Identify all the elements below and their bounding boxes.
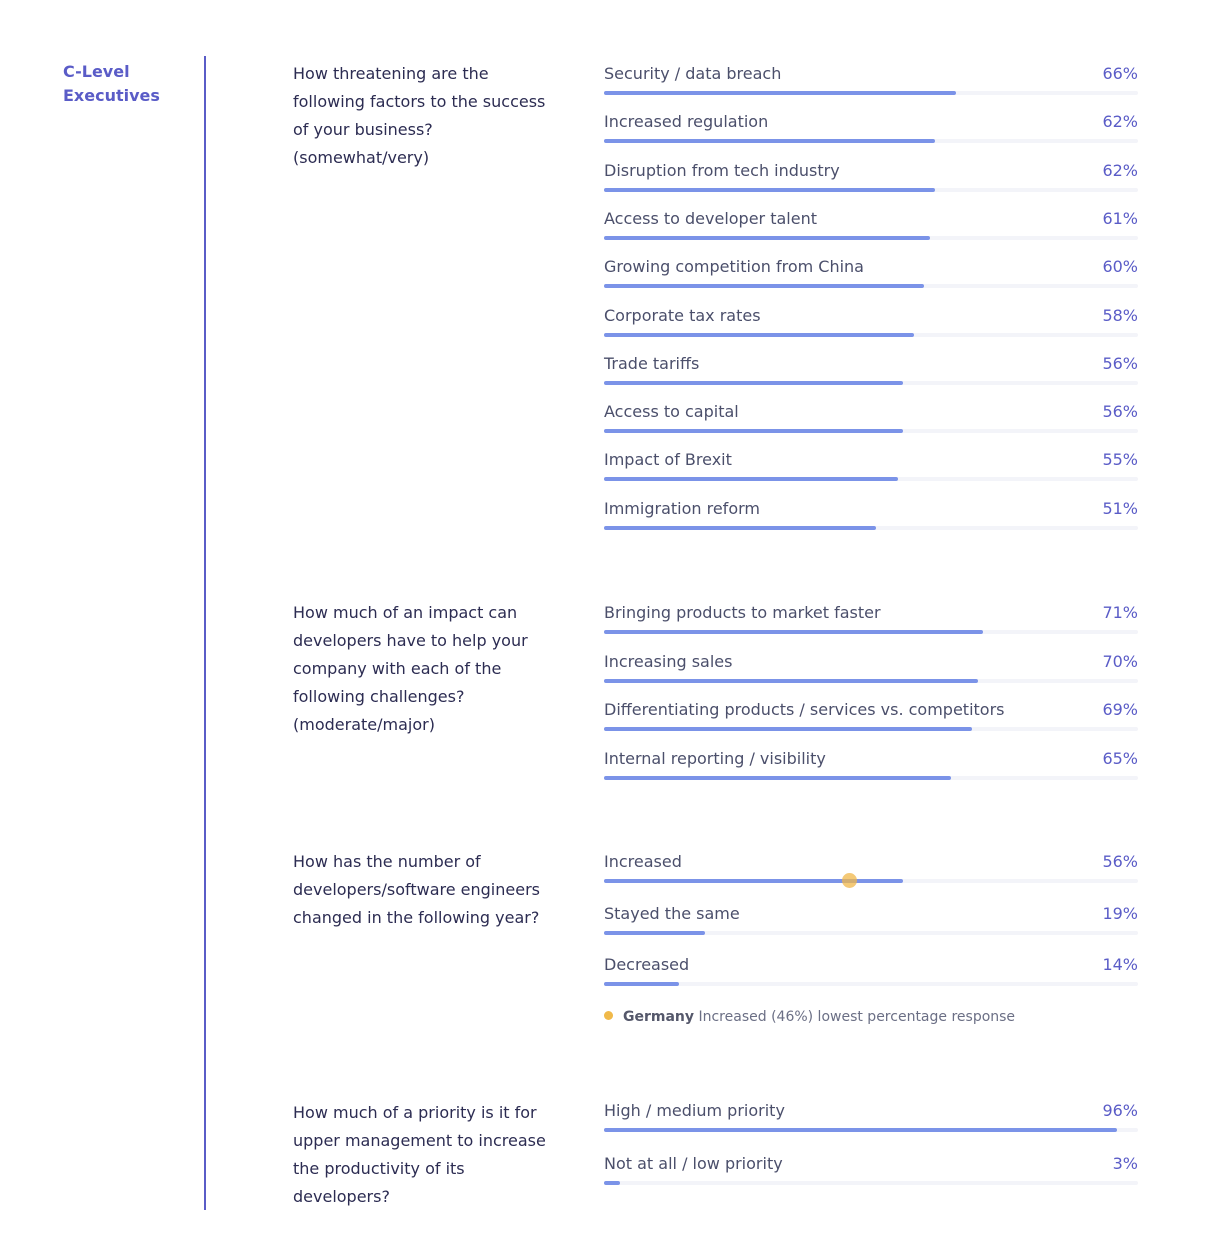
bar-track: [604, 526, 1138, 530]
bar-value-label: 51%: [1102, 498, 1138, 518]
bar-label: Access to capital: [604, 402, 739, 422]
question-2: How much of an impact can developers have to help your company with each of the following challenges? (moderate/major): [293, 603, 528, 734]
bar-track: [604, 630, 1138, 634]
bar-value-label: 58%: [1102, 305, 1138, 325]
note-text: Increased (46%) lowest percentage response: [698, 1009, 1016, 1025]
bar-track: [604, 982, 1138, 986]
bar-track: [604, 429, 1138, 433]
bar-track: [604, 91, 1138, 95]
bar-label: Bringing products to market faster: [604, 603, 881, 622]
bar-label: Impact of Brexit: [604, 450, 732, 470]
bar: [604, 236, 930, 240]
bar-track: [604, 727, 1138, 731]
bar-label: Security / data breach: [604, 64, 782, 83]
bar: [604, 1181, 620, 1185]
bar-track: [604, 236, 1138, 240]
bar-row: [604, 1151, 1138, 1191]
bar-value-label: 61%: [1102, 208, 1138, 228]
bar-value-label: 55%: [1102, 450, 1138, 470]
bar-row: [604, 649, 1138, 689]
bar-row: [604, 399, 1138, 439]
bar-track: [604, 333, 1138, 337]
bar-row: [604, 697, 1138, 737]
bar-value-label: 3%: [1112, 1154, 1138, 1173]
bar-track: [604, 1181, 1138, 1185]
bar-row: [604, 600, 1138, 640]
bar: [604, 188, 935, 192]
bar-row: [604, 496, 1138, 536]
bar: [604, 429, 903, 433]
bar-row: [604, 158, 1138, 198]
bar-row: [604, 849, 1138, 889]
bar: [604, 630, 983, 634]
bar-label: Stayed the same: [604, 903, 740, 923]
question-3: How has the number of developers/software engineers changed in the following year?: [293, 852, 540, 927]
bar-label: Internal reporting / visibility: [604, 748, 826, 768]
section-label: C-Level Executives: [63, 62, 160, 105]
bar: [604, 1128, 1117, 1132]
bar-row: [604, 61, 1138, 101]
bar-value-label: 69%: [1102, 700, 1138, 719]
bar-row: [604, 254, 1138, 294]
bar-value-label: 56%: [1102, 852, 1138, 871]
highlight-marker: [842, 873, 857, 888]
bar-value-label: 65%: [1102, 748, 1138, 768]
highlight-note: [604, 1006, 1015, 1028]
bar-value-label: 62%: [1102, 112, 1138, 132]
bar-label: Increased: [604, 852, 682, 871]
bar-label: Differentiating products / services vs. competitors: [604, 700, 1005, 719]
bar: [604, 982, 679, 986]
vertical-divider: [204, 56, 206, 1210]
bar-label: Decreased: [604, 955, 690, 974]
bar-track: [604, 1128, 1138, 1132]
bar-row: [604, 109, 1138, 149]
bar-value-label: 96%: [1102, 1101, 1138, 1120]
bar-label: Not at all / low priority: [604, 1154, 783, 1173]
question-1: How threatening are the following factors to the success of your business? (somewhat/very): [293, 64, 546, 167]
bar-label: Increasing sales: [604, 651, 733, 671]
bar-row: [604, 746, 1138, 786]
bar-track: [604, 879, 1138, 883]
bar-value-label: 70%: [1102, 651, 1138, 671]
bar-track: [604, 679, 1138, 683]
bar-value-label: 71%: [1102, 603, 1138, 622]
bar-track: [604, 139, 1138, 143]
bar-track: [604, 931, 1138, 935]
bar: [604, 679, 978, 683]
bar-value-label: 62%: [1102, 160, 1138, 180]
bar: [604, 139, 935, 143]
bar-track: [604, 477, 1138, 481]
bar: [604, 284, 924, 288]
bar-value-label: 56%: [1102, 353, 1138, 373]
bar-value-label: 14%: [1102, 955, 1138, 974]
highlight-dot-icon: [604, 1011, 613, 1020]
bar-value-label: 19%: [1102, 903, 1138, 923]
bar-row: [604, 351, 1138, 391]
note-country: Germany: [623, 1009, 695, 1025]
bar-label: Corporate tax rates: [604, 305, 761, 325]
bar-row: [604, 952, 1138, 992]
bar-label: Disruption from tech industry: [604, 160, 840, 180]
bar: [604, 91, 956, 95]
bar: [604, 477, 898, 481]
bar-row: [604, 447, 1138, 487]
bar-row: [604, 1098, 1138, 1138]
bar-track: [604, 381, 1138, 385]
bar: [604, 381, 903, 385]
bar-row: [604, 303, 1138, 343]
bar: [604, 879, 903, 883]
bar: [604, 526, 876, 530]
bar: [604, 333, 914, 337]
bar-row: [604, 901, 1138, 941]
bar-label: Growing competition from China: [604, 257, 864, 277]
bar-row: [604, 206, 1138, 246]
question-4: How much of a priority is it for upper management to increase the productivity of its developers?: [293, 1103, 546, 1206]
bar-label: High / medium priority: [604, 1101, 785, 1120]
bar: [604, 931, 705, 935]
bar-track: [604, 284, 1138, 288]
bar-track: [604, 188, 1138, 192]
bar-value-label: 56%: [1102, 402, 1138, 422]
bar-value-label: 66%: [1102, 64, 1138, 83]
bar: [604, 727, 972, 731]
bar-label: Trade tariffs: [604, 353, 700, 373]
bar-value-label: 60%: [1102, 257, 1138, 277]
bar-track: [604, 776, 1138, 780]
bar-label: Increased regulation: [604, 112, 769, 132]
bar-label: Immigration reform: [604, 498, 760, 518]
bar: [604, 776, 951, 780]
bar-label: Access to developer talent: [604, 208, 817, 228]
